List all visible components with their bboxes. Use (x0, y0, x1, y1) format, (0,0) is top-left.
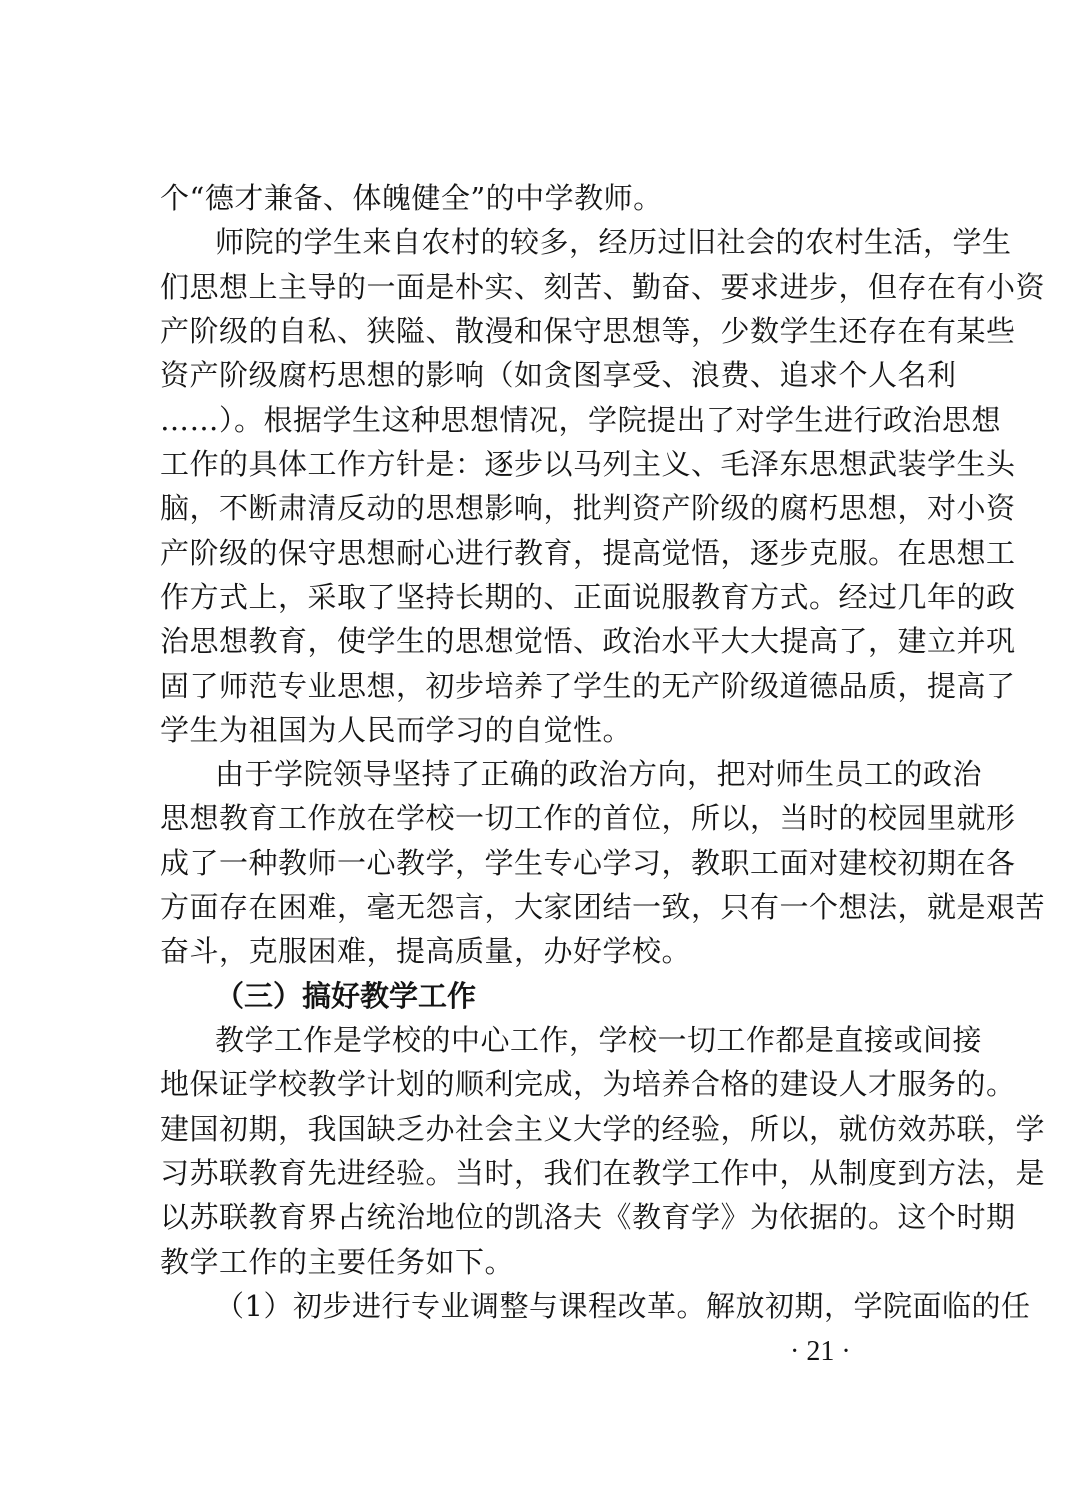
text-line: 思想教育工作放在学校一切工作的首位，所以，当时的校园里就形 (160, 801, 1016, 836)
text-line: 学生为祖国为人民而学习的自觉性。 (160, 712, 633, 747)
text-line: 教学工作的主要任务如下。 (160, 1244, 515, 1279)
text-line: ……）。根据学生这种思想情况，学院提出了对学生进行政治思想 (160, 402, 1002, 437)
text-line: 固了师范专业思想，初步培养了学生的无产阶级道德品质，提高了 (160, 668, 1016, 703)
text-line: 以苏联教育界占统治地位的凯洛夫《教育学》为依据的。这个时期 (160, 1200, 1016, 1235)
text-line: 们思想上主导的一面是朴实、刻苦、勤奋、要求进步，但存在有小资 (160, 269, 1046, 304)
text-line: 资产阶级腐朽思想的影响（如贪图享受、浪费、追求个人名利 (160, 358, 957, 393)
text-line: 个“德才兼备、体魄健全”的中学教师。 (160, 181, 663, 215)
text-line: 治思想教育，使学生的思想觉悟、政治水平大大提高了，建立并巩 (160, 624, 1016, 659)
page-number: · 21 · (790, 1336, 851, 1367)
text-line: 方面存在困难，毫无怨言，大家团结一致，只有一个想法，就是艰苦 (160, 890, 1046, 925)
text-line: 工作的具体工作方针是：逐步以马列主义、毛泽东思想武装学生头 (160, 446, 1016, 481)
text-line: 习苏联教育先进经验。当时，我们在教学工作中，从制度到方法，是 (160, 1156, 1046, 1191)
paragraph-first-line: 教学工作是学校的中心工作，学校一切工作都是直接或间接 (215, 1023, 983, 1058)
text-line: 建国初期，我国缺乏办社会主义大学的经验，所以，就仿效苏联，学 (160, 1111, 1046, 1146)
paragraph-first-line: 师院的学生来自农村的较多，经历过旧社会的农村生活，学生 (215, 225, 1012, 260)
text-line: 作方式上，采取了坚持长期的、正面说服教育方式。经过几年的政 (160, 579, 1016, 614)
text-line: 产阶级的自私、狭隘、散漫和保守思想等，少数学生还存在有某些 (160, 313, 1016, 348)
text-line: 脑，不断肃清反动的思想影响，批判资产阶级的腐朽思想，对小资 (160, 491, 1016, 526)
section-heading: （三）搞好教学工作 (215, 978, 477, 1013)
text-line: 产阶级的保守思想耐心进行教育，提高觉悟，逐步克服。在思想工 (160, 535, 1016, 570)
paragraph-first-line: 由于学院领导坚持了正确的政治方向，把对师生员工的政治 (215, 757, 983, 792)
paragraph-first-line: （1）初步进行专业调整与课程改革。解放初期，学院面临的任 (215, 1289, 1031, 1323)
text-line: 奋斗，克服困难，提高质量，办好学校。 (160, 934, 692, 969)
text-line: 地保证学校教学计划的顺利完成，为培养合格的建设人才服务的。 (160, 1067, 1016, 1102)
text-line: 成了一种教师一心教学，学生专心学习，教职工面对建校初期在各 (160, 845, 1016, 880)
